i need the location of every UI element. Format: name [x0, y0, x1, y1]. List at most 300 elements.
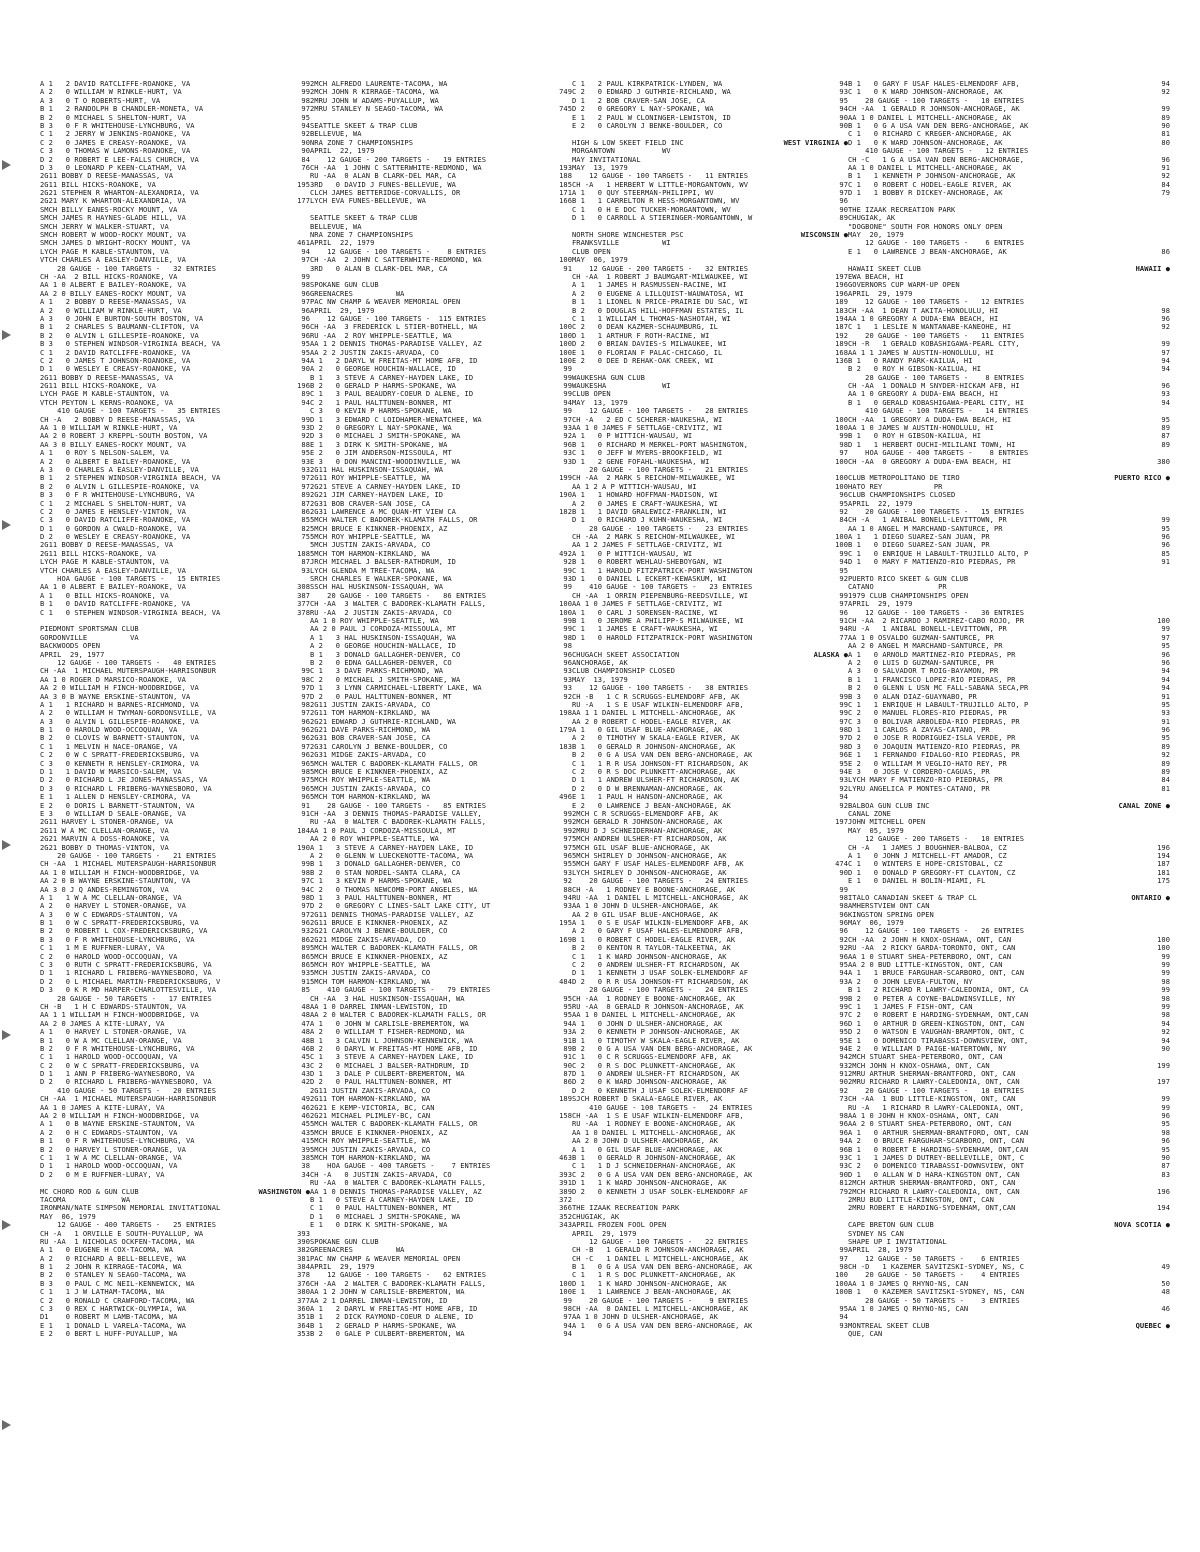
line-text: FRANKSVILLE WI [572, 239, 671, 248]
line-text: A 1 1 HOWARD HOFFMAN-MADISON, WI [572, 491, 718, 500]
line-text: 2G11 HAL HUSKINSON-ISSAQUAH, WA [310, 465, 444, 474]
score: 100 [835, 457, 848, 466]
result-line [40, 600, 310, 608]
line-text: AA 2 0 ROBERT C HODEL-EAGLE RIVER, AK [572, 717, 731, 726]
score: 353 [297, 1330, 310, 1339]
result-line [848, 172, 1170, 180]
line-text: 2G11 ROY WHIPPLE-SEATTLE, WA [310, 474, 431, 483]
score: 99 [1161, 969, 1170, 978]
score: 171 [559, 189, 572, 198]
result-line [40, 844, 310, 852]
line-text: AA 1 2 JOHN W CARLISLE-BREMERTON, WA [310, 1288, 465, 1297]
line-text: 5MCH TOM HARMON-KIRKLAND, WA [310, 549, 431, 558]
score: 96 [1161, 382, 1170, 391]
line-text: CLCH JAMES BETTERIDGE-CORVALLIS, OR [310, 189, 461, 198]
result-line [310, 1062, 572, 1070]
score: 195 [297, 180, 310, 189]
score: 96 [839, 1128, 848, 1137]
result-line [40, 323, 310, 331]
result-line [572, 407, 848, 415]
line-text: C 1 0 ENRIQUE H LABAULT-TRUJILLO ALTO, P [848, 549, 1029, 558]
line-text: LYCH EVA FUNES-BELLEVUE, WA [310, 197, 426, 206]
result-line [572, 743, 848, 751]
line-text: E 2 0 JIM ANDERSON-MISSOULA, MT [310, 449, 452, 458]
score: 97 [839, 600, 848, 609]
result-line [572, 307, 848, 315]
result-line [848, 1280, 1170, 1288]
line-text: AA 1 0 JAMES A KITE-LURAY, VA [40, 1103, 165, 1112]
line-text: TACOMA WA [40, 1195, 131, 1204]
score: 43 [301, 1070, 310, 1079]
result-line [310, 307, 572, 315]
score: 96 [839, 1145, 848, 1154]
score: 93 [839, 977, 848, 986]
result-line [848, 718, 1170, 726]
result-line [572, 1313, 848, 1321]
line-text: 20 GAUGE - 100 TARGETS - 21 ENTRIES [572, 465, 748, 474]
result-line [40, 676, 310, 684]
line-text: A 1 3 STEVE A CARNEY-HAYDEN LAKE, ID [310, 843, 474, 852]
line-text: D 3 0 MICHAEL J SMITH-SPOKANE, WA [310, 432, 461, 441]
line-text: A 1 0 G A USA VAN DEN BERG-ANCHORAGE, AK [572, 1321, 753, 1330]
result-line [572, 416, 848, 424]
line-text: D 2 0 R R USA JOHNSON-FT RICHARDSON, AK [572, 977, 748, 986]
score: 100 [835, 415, 848, 424]
result-line [572, 1263, 848, 1271]
score: 96 [301, 784, 310, 793]
score: 352 [559, 1212, 572, 1221]
score: 190 [297, 843, 310, 852]
line-text: 2G11 W A MC CLELLAN-ORANGE, VA [40, 826, 169, 835]
score: 92 [301, 130, 310, 139]
line-text: SYDNEY NS CAN [848, 1229, 904, 1238]
score: 91 [301, 801, 310, 810]
result-line [848, 726, 1170, 734]
result-line [310, 1171, 572, 1179]
score: 96 [1161, 726, 1170, 735]
result-line [848, 508, 1170, 516]
line-text: 2G11 TOM HARMON-KIRKLAND, WA [310, 709, 431, 718]
line-text: A 2 0 WILLIAM W RINKLE-HURT, VA [40, 306, 182, 315]
score: 89 [563, 1044, 572, 1053]
line-text: 20 GAUGE - 100 TARGETS - 9 ENTRIES [572, 1296, 748, 1305]
line-text: A 2 0 JAMES E CRAFT-WAUKESHA, WI [572, 499, 718, 508]
score: 97 [301, 105, 310, 114]
line-text: D 1 1 BOBBY R DICKEY-ANCHORAGE, AK [848, 189, 1003, 198]
line-text: 2G21 MARY K WHARTON-ALEXANDRIA, VA [40, 197, 186, 206]
score: 393 [559, 1170, 572, 1179]
result-line [310, 432, 572, 440]
result-line [310, 802, 572, 810]
result-line [572, 609, 848, 617]
line-text: MAY 06, 1979 [40, 1212, 96, 1221]
result-line [848, 1288, 1170, 1296]
result-line [310, 1221, 572, 1229]
line-text: CH -AA 2 JOHN C SATTERWHITE-REDMOND, WA [310, 256, 482, 265]
region-heading: PUERTO RICO ● [1114, 474, 1170, 482]
score: 387 [297, 591, 310, 600]
line-text: A 2 0 HARVEY L STONER-ORANGE, VA [40, 902, 186, 911]
result-line [310, 1070, 572, 1078]
result-line [572, 726, 848, 734]
result-line [40, 1154, 310, 1162]
result-line [310, 80, 572, 88]
result-line [40, 701, 310, 709]
result-line [572, 1037, 848, 1045]
line-text: AA 1 2 A P WITTICH-WAUSAU, WI [572, 482, 697, 491]
result-line [848, 785, 1170, 793]
result-line [848, 525, 1170, 533]
result-line [572, 181, 848, 189]
line-text: RU -AA 1 RODNEY E BOONE-ANCHORAGE, AK [572, 1120, 736, 1129]
line-text: AA 1 0 ALBERT E BAILEY-ROANOKE, VA [40, 281, 186, 290]
line-text: RU -AA 0 GERALD R JOHNSON-ANCHORAGE, AK [572, 1002, 744, 1011]
line-text: C 2 0 EDWARD J GUTHRIE-RICHLAND, WA [572, 88, 731, 97]
result-line [572, 927, 848, 935]
result-line [40, 793, 310, 801]
line-text: AA 2 0 WALTER C BADOREK-KLAMATH FALLS, OR [310, 1011, 486, 1020]
result-line [310, 508, 572, 516]
score: 86 [301, 507, 310, 516]
score: 88 [563, 885, 572, 894]
result-line [848, 533, 1170, 541]
score: 91 [1161, 163, 1170, 172]
result-line [40, 516, 310, 524]
result-line [848, 919, 1170, 927]
line-text: 410 GAUGE - 100 TARGETS - 79 ENTRIES [310, 986, 491, 995]
line-text: A 1 0 CARL J SORENSEN-RACINE, WI [572, 608, 718, 617]
line-text: 12 GAUGE - 100 TARGETS - 6 ENTRIES [848, 239, 1024, 248]
result-line [848, 1204, 1170, 1212]
line-text: D 1 3 EDWARD C LOIDHAMER-WENATCHEE, WA [310, 415, 482, 424]
result-line [848, 122, 1170, 130]
line-text: 5MCH JUSTIN ZAKIS-ARVADA, CO [310, 969, 431, 978]
line-text: CH -AA 1 MICHAEL MUTERSPAUGH-HARRISONBUR [40, 860, 216, 869]
line-text: AA 1 1 DANIEL L MITCHELL-ANCHORAGE, AK [572, 709, 736, 718]
line-text: E 1 1 DONALD L VARELA-TACOMA, WA [40, 1321, 186, 1330]
score: 93 [839, 1321, 848, 1330]
result-line [848, 147, 1170, 155]
score: 86 [301, 952, 310, 961]
line-text: D 2 0 GREGORY L NAY-SPOKANE, WA [572, 105, 714, 114]
result-line [310, 365, 572, 373]
score: 87 [1161, 1162, 1170, 1171]
line-text: AA 1 2 JAMES F SETTLAGE-CRIVITZ, WI [572, 541, 723, 550]
result-line [572, 802, 848, 810]
line-text: D 1 1 KENNETH J USAF SOLEK-ELMENDORF AF [572, 969, 748, 978]
line-text: B 3 0 STEPHEN WINDSOR-VIRGINIA BEACH, VA [40, 340, 221, 349]
result-line [848, 1263, 1170, 1271]
result-line [310, 726, 572, 734]
result-line [572, 978, 848, 986]
score: 182 [559, 507, 572, 516]
result-line [40, 592, 310, 600]
line-text: 2MRU D J SCHNEIDERHAN-ANCHORAGE, AK [572, 826, 723, 835]
score: 100 [559, 600, 572, 609]
score: 46 [301, 1044, 310, 1053]
score: 47 [301, 1019, 310, 1028]
score: 372 [559, 1195, 572, 1204]
score: 99 [301, 860, 310, 869]
result-line [848, 810, 1170, 818]
score: 93 [563, 457, 572, 466]
score: 98 [301, 768, 310, 777]
score: 90 [1161, 121, 1170, 130]
result-line [310, 844, 572, 852]
score: 79 [1161, 189, 1170, 198]
result-line [848, 1196, 1170, 1204]
result-line [848, 1230, 1170, 1238]
score: 196 [835, 281, 848, 290]
line-text: D 2 0 WESLEY E CREASY-ROANOKE, VA [40, 533, 191, 542]
score: 97 [301, 684, 310, 693]
score: 95 [563, 1002, 572, 1011]
score: 86 [301, 935, 310, 944]
result-line [310, 886, 572, 894]
score: 97 [839, 189, 848, 198]
result-line [848, 676, 1170, 684]
score: 76 [301, 163, 310, 172]
result-line [848, 181, 1170, 189]
line-text: AA 2 0 BUD LITTLE-KINGSTON, ONT, CAN [848, 961, 1003, 970]
result-line [310, 164, 572, 172]
line-text: CLUB OPEN [572, 390, 611, 399]
result-line [310, 575, 572, 583]
result-line [572, 248, 848, 256]
result-line [572, 734, 848, 742]
score: 96 [1161, 1137, 1170, 1146]
score: 99 [839, 549, 848, 558]
line-text: QUE, CAN [848, 1330, 883, 1339]
line-text: B 2 0 ROY H GIBSON-KAILUA, HI [848, 365, 982, 374]
result-line [848, 340, 1170, 348]
score: 97 [839, 180, 848, 189]
result-line [572, 676, 848, 684]
line-text: E 1 1 FERNANDO FIDALGO-RIO PIEDRAS, PR [848, 751, 1020, 760]
result-line [848, 239, 1170, 247]
line-text: B 1 1 CARRELTON R HESS-MORGANTOWN, WV [572, 197, 740, 206]
result-line [40, 181, 310, 189]
score: 98 [839, 726, 848, 735]
result-line [572, 911, 848, 919]
score: 87 [301, 558, 310, 567]
result-line [848, 1070, 1170, 1078]
score: 95 [839, 96, 848, 105]
line-text: D 3 0 LEONARD P KEEN-CLATHAM, VA [40, 163, 186, 172]
score: 99 [1161, 1002, 1170, 1011]
score: 89 [839, 214, 848, 223]
result-line [572, 776, 848, 784]
line-text: APRIL 29, 1979 [310, 1263, 375, 1272]
score: 99 [839, 885, 848, 894]
line-text: APRIL 22, 1979 [848, 499, 913, 508]
result-line [848, 995, 1170, 1003]
result-line [40, 1137, 310, 1145]
result-line [848, 818, 1170, 826]
score: 92 [1161, 323, 1170, 332]
result-line [310, 105, 572, 113]
line-text: 28 GAUGE - 100 TARGETS - 10 ENTRIES [848, 96, 1024, 105]
result-line [40, 969, 310, 977]
score: 97 [301, 877, 310, 886]
line-text: MAY 13, 1979 [572, 163, 628, 172]
result-line [40, 298, 310, 306]
result-line [572, 1129, 848, 1137]
binding-mark [2, 1220, 11, 1230]
line-text: B 1 0 KAZEMER SAVITZSKI-SYDNEY, NS, CAN [848, 1288, 1024, 1297]
score: 42 [301, 1078, 310, 1087]
score: 93 [839, 776, 848, 785]
club-header-line [848, 1221, 1170, 1229]
result-line [40, 130, 310, 138]
result-line [572, 97, 848, 105]
score: 93 [839, 88, 848, 97]
line-text: AA 1 0 DANIEL L MITCHELL-ANCHORAGE, AK [572, 1011, 736, 1020]
result-line [848, 281, 1170, 289]
line-text: E 2 0 WILLIAM D PAIGE-WATERTOWN, NY [848, 1044, 1007, 1053]
line-text: SRCH CHARLES E WALKER-SPOKANE, WA [310, 575, 452, 584]
line-text: CHUGACH SKEET ASSOCIATION [572, 650, 680, 659]
result-line [848, 1120, 1170, 1128]
line-text: RU -A 1 ANIBAL BONELL-LEVITTOWN, PR [848, 625, 1007, 634]
line-text: B 1 0 ROY H GIBSON-KAILUA, HI [848, 432, 982, 441]
line-text: 2MRU BUD LITTLE-KINGSTON, ONT, CAN [848, 1195, 994, 1204]
line-text: B 1 0 GERALD R JOHNSON-ANCHORAGE, AK [572, 742, 736, 751]
result-line [572, 592, 848, 600]
line-text: A 2 0 EUGENE A LILLQUIST-WAUWATOSA, WI [572, 289, 744, 298]
line-text: D 1 2 BOB CRAVER-SAN JOSE, CA [572, 96, 706, 105]
line-text: SEATTLE SKEET & TRAP CLUB [310, 121, 418, 130]
result-line [572, 886, 848, 894]
result-line [572, 390, 848, 398]
score: 90 [1161, 1044, 1170, 1053]
result-line [848, 290, 1170, 298]
line-text: D 1 0 GORDON A CWALD-ROANOKE, VA [40, 524, 186, 533]
line-text: 5MCH BRUCE E KINKNER-PHOENIX, AZ [310, 1128, 448, 1137]
line-text: AA 1 0 OSVALDO GUZMAN-SANTURCE, PR [848, 633, 994, 642]
line-text: 2G11 BRUCE E KINKNER-PHOENIX, AZ [310, 919, 448, 928]
score: 100 [835, 424, 848, 433]
score: 46 [301, 1112, 310, 1121]
line-text: E 1 0 DANIEL H BOLIN-MIAMI, FL [848, 877, 986, 886]
result-line [310, 1120, 572, 1128]
line-text: 2G11 DENNIS THOMAS-PARADISE VALLEY, AZ [310, 910, 474, 919]
line-text: 2MRU RICHARD R LAWRY-CALEDONIA, ONT, CAN [848, 1078, 1020, 1087]
result-line [40, 189, 310, 197]
score: 95 [1161, 1120, 1170, 1129]
line-text: SMCH JAMES R HAYNES-GLADE HILL, VA [40, 214, 186, 223]
result-line [572, 88, 848, 96]
line-text: VTCH CHARLES A EASLEY-DANVILLE, VA [40, 566, 186, 575]
line-text: GORDONVILLE VA [40, 633, 139, 642]
result-line [310, 1204, 572, 1212]
result-line [572, 432, 848, 440]
result-line [310, 332, 572, 340]
result-line [310, 130, 572, 138]
result-line [572, 1162, 848, 1170]
score: 100 [1157, 944, 1170, 953]
line-text: A 2 0 GARY F USAF HALES-ELMENDORF AFB, [572, 927, 744, 936]
score: 189 [835, 298, 848, 307]
line-text: A 3 0 SALVADOR T ROIG-BAYAMON, PR [848, 667, 999, 676]
result-line [310, 1045, 572, 1053]
result-line [572, 1112, 848, 1120]
line-text: A 3 0 T O ROBERTS-HURT, VA [40, 96, 161, 105]
line-text: CH -A 1 RODNEY E BOONE-ANCHORAGE, AK [572, 885, 736, 894]
score: 378 [297, 608, 310, 617]
line-text: AA 1 0 ALBERT E BAILEY-ROANOKE, VA [40, 583, 186, 592]
line-text: D 1 0 ALLAN W D HARA-KINGSTON ONT, CAN [848, 1170, 1020, 1179]
result-line [40, 1171, 310, 1179]
result-line [572, 80, 848, 88]
result-line [40, 944, 310, 952]
line-text: A 3 0 ALVIN L GILLESPIE-ROANOKE, VA [40, 717, 199, 726]
score: 94 [839, 1137, 848, 1146]
result-line [40, 667, 310, 675]
result-line [310, 902, 572, 910]
line-text: AA 1 0 JAMES F SETTLAGE-CRIVITZ, WI [572, 600, 723, 609]
result-line [310, 1078, 572, 1086]
line-text: D 2 0 M E RUFFNER-LURAY, VA [40, 1170, 165, 1179]
score: 48 [301, 1002, 310, 1011]
results-column-4 [848, 80, 1170, 1339]
result-line [310, 281, 572, 289]
result-line [40, 886, 310, 894]
result-line [40, 860, 310, 868]
line-text: 410 GAUGE - 100 TARGETS - 24 ENTRIES [572, 1103, 753, 1112]
line-text: AA 1 0 STUART SHEA-PETERBORO, ONT, CAN [848, 952, 1012, 961]
result-line [40, 919, 310, 927]
result-line [572, 969, 848, 977]
result-line [848, 1188, 1170, 1196]
line-text: ITALO CANADIAN SKEET & TRAP CL [848, 893, 977, 902]
score: 98 [301, 281, 310, 290]
result-line [848, 1011, 1170, 1019]
result-line [848, 1053, 1170, 1061]
score: 41 [301, 1137, 310, 1146]
line-text: AA 2 0 STUART SHEA-PETERBORO, ONT, CAN [848, 1120, 1012, 1129]
result-line [40, 709, 310, 717]
score: 45 [301, 1053, 310, 1062]
score: 95 [563, 860, 572, 869]
line-text: 12 GAUGE - 100 TARGETS - 38 ENTRIES [572, 684, 748, 693]
score: 96 [839, 910, 848, 919]
score: 100 [559, 331, 572, 340]
line-text: B 1 0 F R WHITEHOUSE-LYNCHBURG, VA [40, 1137, 195, 1146]
result-line [310, 500, 572, 508]
result-line [848, 80, 1170, 88]
result-line [310, 390, 572, 398]
line-text: B 1 3 STEVE A CARNEY-HAYDEN LAKE, ID [310, 373, 474, 382]
score: 181 [1157, 868, 1170, 877]
line-text: 2G11 BOBBY D REESE-MANASSAS, VA [40, 541, 174, 550]
line-text: C 1 2 MICHAEL S SHELTON-HURT, VA [40, 499, 186, 508]
result-line [848, 1305, 1170, 1313]
score: 100 [835, 541, 848, 550]
result-line [572, 105, 848, 113]
result-line [572, 474, 848, 482]
result-line [848, 97, 1170, 105]
score: 90 [839, 205, 848, 214]
line-text: C 1 1 HAROLD FITZPATRICK-PORT WASHINGTON [572, 566, 753, 575]
result-line [40, 1246, 310, 1254]
line-text: AA 1 0 ROGER D MARSICO-ROANOKE, VA [40, 675, 186, 684]
score: 194 [1157, 1204, 1170, 1213]
line-text: AA 1 0 DANIEL L MITCHELL-ANCHORAGE, AK [572, 1128, 736, 1137]
line-text: RU -A 1 S E USAF WILKIN-ELMENDORF AFB, [572, 700, 744, 709]
club-header-line [848, 894, 1170, 902]
line-text: AA 2 1 DARREL INMAN-LEWISTON, ID [310, 1296, 448, 1305]
